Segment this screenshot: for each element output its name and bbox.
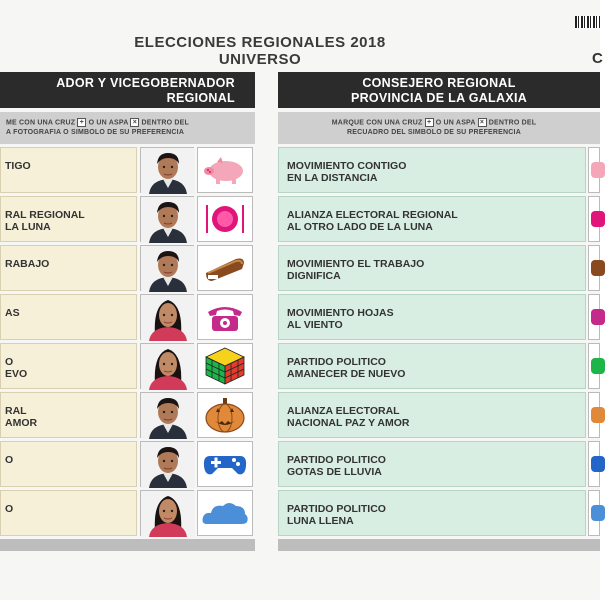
council-rows xyxy=(278,147,600,536)
party-name-line1: MOVIMIENTO EL TRABAJO xyxy=(287,258,425,270)
aspa-mark-icon: × xyxy=(130,118,139,127)
council-footer-bar xyxy=(278,539,600,551)
party-name-cell xyxy=(0,294,137,340)
candidate-photo[interactable] xyxy=(140,441,194,487)
governor-heading xyxy=(0,72,255,108)
party-row xyxy=(278,147,600,193)
party-name-cell xyxy=(278,245,586,291)
cross-mark-icon: + xyxy=(77,118,86,127)
candidate-row xyxy=(0,343,255,389)
party-name-line2: DIGNIFICA xyxy=(287,270,341,282)
instr-text-c: DENTRO DEL xyxy=(141,119,190,127)
governor-instructions xyxy=(0,112,255,144)
party-name-line1: MOVIMIENTO HOJAS xyxy=(287,307,394,319)
party-row xyxy=(278,392,600,438)
governor-rows xyxy=(0,147,255,536)
party-row xyxy=(278,245,600,291)
telephone-icon[interactable] xyxy=(197,294,253,340)
party-name-line2: AMOR xyxy=(5,417,38,429)
party-name-line1: ALIANZA ELECTORAL REGIONAL xyxy=(287,209,458,221)
instr-text-b: O UN ASPA xyxy=(435,119,476,127)
council-heading xyxy=(278,72,600,108)
governor-heading-line2: REGIONAL xyxy=(166,91,235,105)
party-symbol-box[interactable] xyxy=(588,147,600,193)
bread-icon[interactable] xyxy=(197,245,253,291)
council-instructions-line1 xyxy=(278,118,590,128)
party-name-cell xyxy=(278,392,586,438)
governor-instructions-line1 xyxy=(6,118,255,128)
party-symbol-box[interactable] xyxy=(588,490,600,536)
aspa-mark-icon: × xyxy=(478,118,487,127)
party-name-cell xyxy=(278,490,586,536)
candidate-photo[interactable] xyxy=(140,490,194,536)
candidate-photo[interactable] xyxy=(140,196,194,242)
plate-icon[interactable] xyxy=(197,196,253,242)
governor-footer-bar xyxy=(0,539,255,551)
pig-icon[interactable] xyxy=(197,147,253,193)
party-name-cell xyxy=(278,147,586,193)
party-name-line1: MOVIMIENTO CONTIGO xyxy=(287,160,407,172)
party-name-cell xyxy=(0,147,137,193)
candidate-row xyxy=(0,294,255,340)
party-symbol-box[interactable] xyxy=(588,294,600,340)
party-symbol-box[interactable] xyxy=(588,392,600,438)
cross-mark-icon: + xyxy=(425,118,434,127)
corner-letter: C xyxy=(592,50,603,67)
council-section xyxy=(278,72,600,551)
party-name-line1: O xyxy=(5,454,14,466)
party-name-cell xyxy=(0,196,137,242)
party-name-cell xyxy=(278,343,586,389)
cloud-icon[interactable] xyxy=(197,490,253,536)
candidate-photo[interactable] xyxy=(140,392,194,438)
party-name-line2: EVO xyxy=(5,368,28,380)
party-name-line1: RABAJO xyxy=(5,258,50,270)
party-name-line1: PARTIDO POLITICO xyxy=(287,356,386,368)
instr-text-c: DENTRO DEL xyxy=(488,119,537,127)
instr-text-b: O UN ASPA xyxy=(88,119,129,127)
ballot-title: ELECCIONES REGIONALES 2018 xyxy=(134,34,386,51)
party-name-line2: AL OTRO LADO DE LA LUNA xyxy=(287,221,433,233)
party-name-line1: PARTIDO POLITICO xyxy=(287,454,386,466)
council-instructions-line2: RECUADRO DEL SIMBOLO DE SU PREFERENCIA xyxy=(347,129,521,137)
party-symbol-box[interactable] xyxy=(588,196,600,242)
party-name-line1: RAL REGIONAL xyxy=(5,209,85,221)
pumpkin-icon[interactable] xyxy=(197,392,253,438)
party-row xyxy=(278,441,600,487)
party-name-cell xyxy=(0,245,137,291)
party-name-line2: EN LA DISTANCIA xyxy=(287,172,378,184)
candidate-photo[interactable] xyxy=(140,294,194,340)
candidate-photo[interactable] xyxy=(140,343,194,389)
party-row xyxy=(278,343,600,389)
party-name-line1: O xyxy=(5,356,14,368)
party-name-line2: AMANECER DE NUEVO xyxy=(287,368,406,380)
party-name-cell xyxy=(278,294,586,340)
party-name-line2: GOTAS DE LLUVIA xyxy=(287,466,382,478)
council-heading-line2: PROVINCIA DE LA GALAXIA xyxy=(350,91,528,105)
governor-instructions-line2: A FOTOGRAFIA O SIMBOLO DE SU PREFERENCIA xyxy=(6,129,185,137)
party-name-line1: ALIANZA ELECTORAL xyxy=(287,405,400,417)
candidate-row xyxy=(0,392,255,438)
party-name-line1: AS xyxy=(5,307,20,319)
ballot-subtitle: UNIVERSO xyxy=(218,51,302,68)
cube-icon[interactable] xyxy=(197,343,253,389)
candidate-photo[interactable] xyxy=(140,245,194,291)
party-symbol-box[interactable] xyxy=(588,245,600,291)
candidate-row xyxy=(0,441,255,487)
party-name-line2: AL VIENTO xyxy=(287,319,343,331)
party-name-line1: TIGO xyxy=(5,160,31,172)
council-heading-line1: CONSEJERO REGIONAL xyxy=(362,76,516,90)
candidate-row xyxy=(0,196,255,242)
candidate-photo[interactable] xyxy=(140,147,194,193)
party-symbol-box[interactable] xyxy=(588,441,600,487)
party-name-cell xyxy=(0,441,137,487)
party-row xyxy=(278,490,600,536)
governor-heading-line1: ADOR Y VICEGOBERNADOR xyxy=(56,76,235,90)
instr-text-a: MARQUE CON UNA CRUZ xyxy=(331,119,423,127)
candidate-row xyxy=(0,245,255,291)
instr-text-a: ME CON UNA CRUZ xyxy=(6,119,76,127)
party-name-cell xyxy=(278,196,586,242)
candidate-row xyxy=(0,147,255,193)
party-name-cell xyxy=(0,490,137,536)
barcode xyxy=(575,16,600,28)
party-name-line2: LUNA LLENA xyxy=(287,515,354,527)
party-name-line1: PARTIDO POLITICO xyxy=(287,503,386,515)
party-name-cell xyxy=(0,392,137,438)
governor-section xyxy=(0,72,255,551)
candidate-row xyxy=(0,490,255,536)
party-name-cell xyxy=(0,343,137,389)
party-name-line2: LA LUNA xyxy=(5,221,51,233)
party-name-line1: O xyxy=(5,503,14,515)
party-name-line2: NACIONAL PAZ Y AMOR xyxy=(287,417,410,429)
gamepad-icon[interactable] xyxy=(197,441,253,487)
party-row xyxy=(278,196,600,242)
party-name-cell xyxy=(278,441,586,487)
party-symbol-box[interactable] xyxy=(588,343,600,389)
party-name-line1: RAL xyxy=(5,405,27,417)
party-row xyxy=(278,294,600,340)
council-instructions xyxy=(278,112,600,144)
